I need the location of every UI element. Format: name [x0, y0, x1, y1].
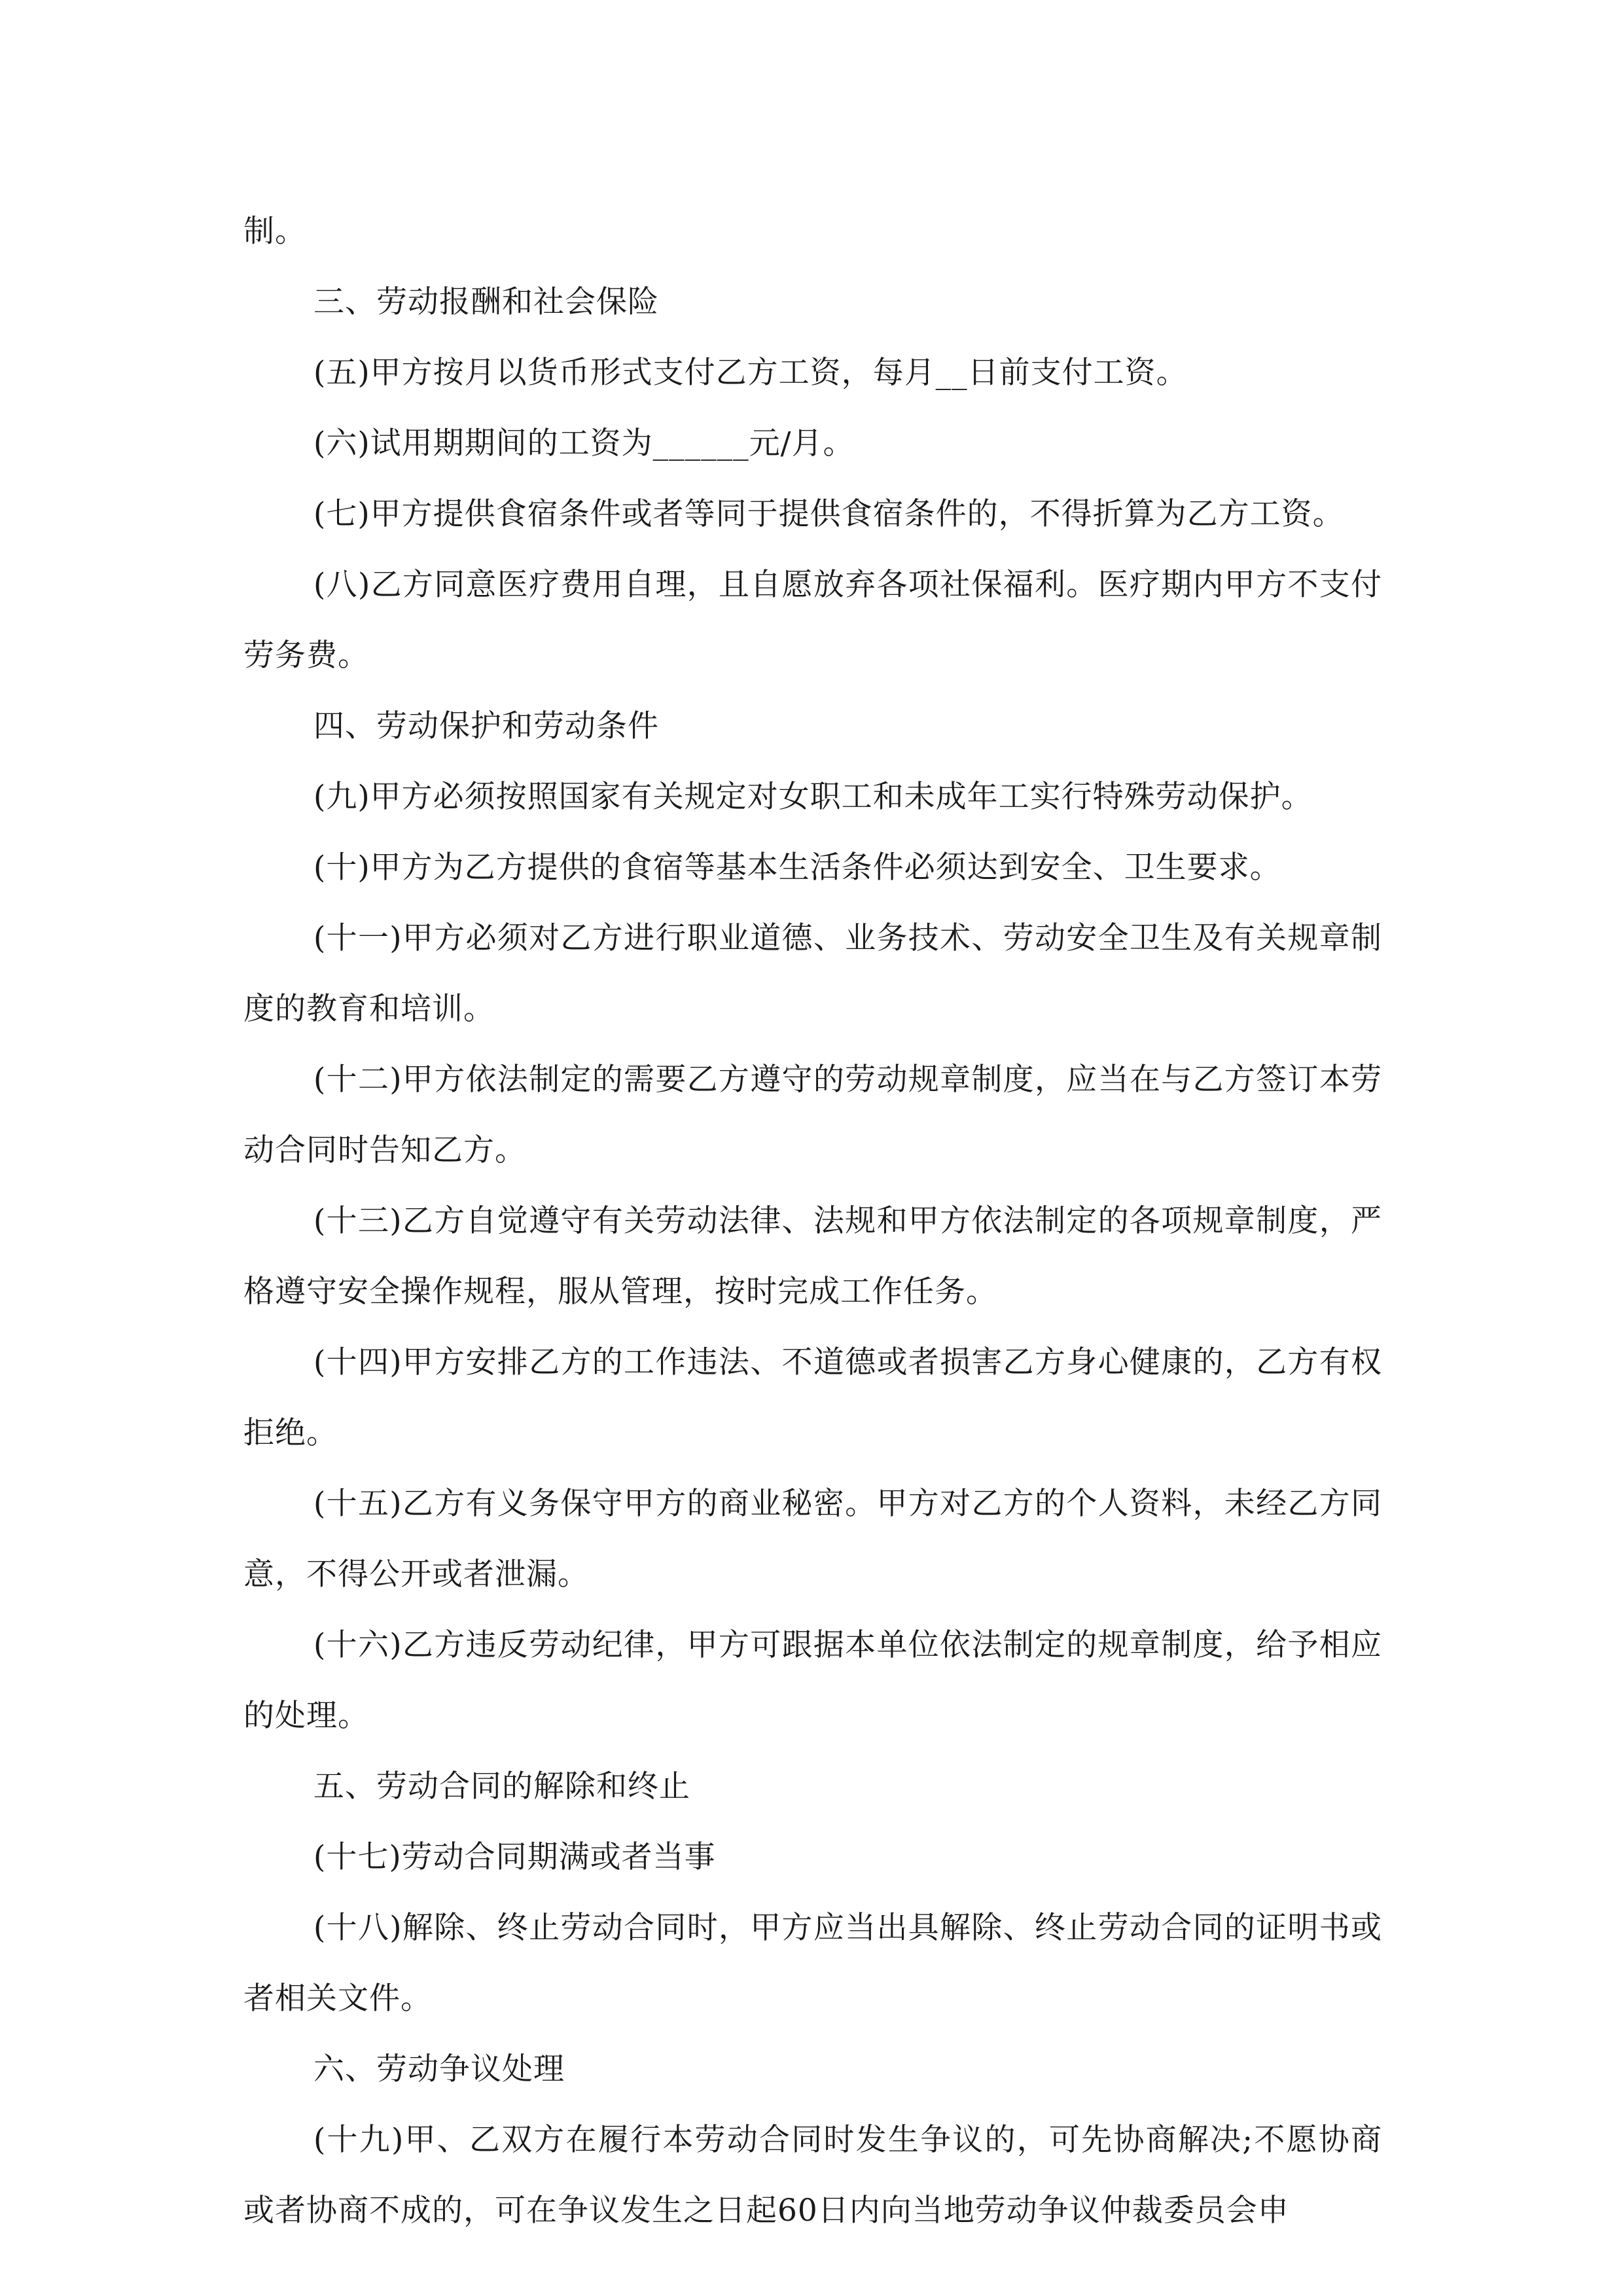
clause-15: (十五)乙方有义务保守甲方的商业秘密。甲方对乙方的个人资料，未经乙方同意，不得公开或者泄漏。	[243, 1486, 1382, 1592]
section-heading-termination: 五、劳动合同的解除和终止	[313, 1768, 690, 1804]
clause-14: (十四)甲方安排乙方的工作违法、不道德或者损害乙方身心健康的，乙方有权拒绝。	[243, 1344, 1382, 1451]
clause-8: (八)乙方同意医疗费用自理，且自愿放弃各项社保福利。医疗期内甲方不支付劳务费。	[243, 567, 1382, 673]
section-heading-protection: 四、劳动保护和劳动条件	[313, 708, 659, 744]
section-heading-disputes: 六、劳动争议处理	[313, 2051, 565, 2087]
paragraph-continuation: 制。	[243, 213, 306, 249]
clause-6: (六)试用期期间的工资为______元/月。	[313, 425, 855, 461]
clause-17: (十七)劳动合同期满或者当事	[313, 1839, 716, 1875]
document-body	[243, 196, 1382, 2246]
clause-18: (十八)解除、终止劳动合同时，甲方应当出具解除、终止劳动合同的证明书或者相关文件。	[243, 1910, 1382, 2017]
clause-7: (七)甲方提供食宿条件或者等同于提供食宿条件的，不得折算为乙方工资。	[313, 496, 1344, 532]
clause-10: (十)甲方为乙方提供的食宿等基本生活条件必须达到安全、卫生要求。	[313, 850, 1281, 886]
clause-9: (九)甲方必须按照国家有关规定对女职工和未成年工实行特殊劳动保护。	[313, 779, 1313, 815]
clause-13: (十三)乙方自觉遵守有关劳动法律、法规和甲方依法制定的各项规章制度，严格遵守安全操作规程，服从管理，按时完成工作任务。	[243, 1203, 1382, 1310]
clause-5: (五)甲方按月以货币形式支付乙方工资，每月__日前支付工资。	[313, 355, 1188, 391]
clause-16: (十六)乙方违反劳动纪律，甲方可跟据本单位依法制定的规章制度，给予相应的处理。	[243, 1627, 1382, 1734]
clause-19: (十九)甲、乙双方在履行本劳动合同时发生争议的，可先协商解决;不愿协商或者协商不成的，可在争议发生之日起60日内向当地劳动争议仲裁委员会申	[243, 2122, 1382, 2229]
clause-11: (十一)甲方必须对乙方进行职业道德、业务技术、劳动安全卫生及有关规章制度的教育和培训。	[243, 920, 1382, 1027]
clause-12: (十二)甲方依法制定的需要乙方遵守的劳动规章制度，应当在与乙方签订本劳动合同时告知乙方。	[243, 1062, 1382, 1168]
section-heading-remuneration: 三、劳动报酬和社会保险	[313, 284, 659, 320]
